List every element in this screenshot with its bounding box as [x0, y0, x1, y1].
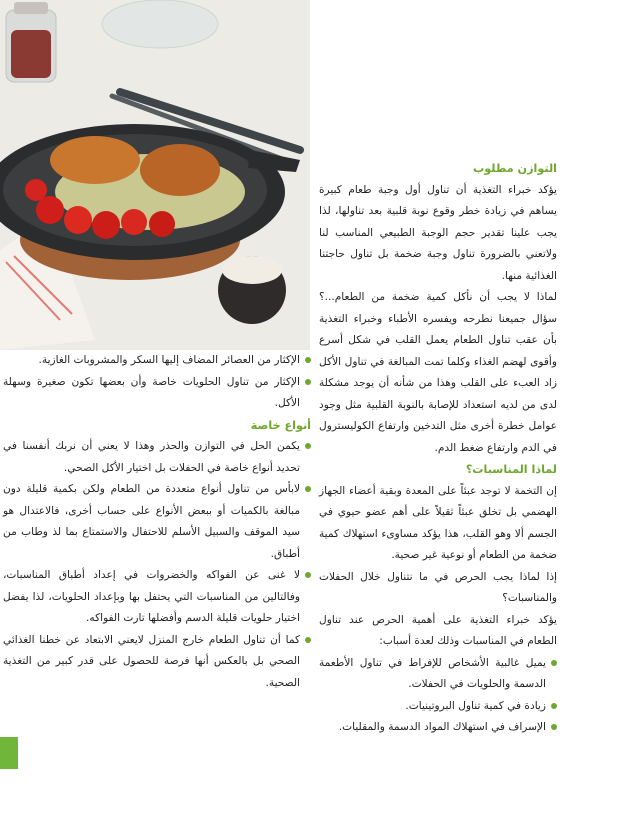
section-title-occasions: لماذا المناسبات؟: [465, 463, 557, 476]
section1-paragraph-1: يؤكد خبراء التغذية أن تناول أول وجبة طعام كبيرة يساهم في زيادة خطر وقوع نوبة قلبية بعد تناولها، لذا يجب علينا تقدير حجم الوجبة الطبيعي المناسب لنا ولاتعني بالضرورة تناول وجبة ضخمة بل تناول حاجتنا الغذائية منها.: [319, 183, 557, 282]
section-title-balance: التوازن مطلوب: [473, 162, 557, 175]
list-item: الإكثار من تناول الحلويات خاصة وأن بعضها تكون صغيرة وسهلة الأكل.: [3, 372, 311, 415]
right-column: [319, 158, 557, 739]
list-item: يميل غالبية الأشخاص للإفراط في تناول الأطعمة الدسمة والحلويات في الحفلات.: [319, 653, 557, 696]
page-edge-tab: [0, 737, 18, 769]
list-item: زيادة في كمية تناول البروتينيات.: [319, 696, 557, 718]
list-item: لا غنى عن الفواكه والخضروات في إعداد أطباق المناسبات، وفالتالين من المناسبات التي يحتفل بها وبإعداد الحلويات، لذا يفضل اختيار حلويات قليلة الدسم وأفضلها تارت الفواكه.: [3, 565, 311, 630]
left-column: [3, 350, 311, 694]
tips-list: [3, 436, 311, 694]
food-illustration: [0, 0, 310, 350]
reasons-list-continued: [3, 350, 311, 415]
list-item: لابأس من تناول أنواع متعددة من الطعام ولكن بكمية قليلة دون مبالغة بالكميات أو ببعض الأنواع على حساب أخرى، فالاعتدال هو سيد الموقف والسبيل الأسلم للاحتفال والاستمتاع بما لذ وطاب من أطباق.: [3, 479, 311, 565]
list-item: الإكثار من العصائر المضاف إليها السكر والمشروبات الغازية.: [3, 350, 311, 372]
section2-paragraph-3: يؤكد خبراء التغذية على أهمية الحرص عند تناول الطعام في المناسبات وذلك لعدة أسباب:: [319, 613, 557, 647]
section2-paragraph-1: إن التخمة لا توجد عبئاً على المعدة وبقية أعضاء الجهاز الهضمي بل تخلق عبئاً ثقيلاً على أهم عضو حيوي في الجسم ألا وهو القلب، هذا يؤكد مساوىء استهلاك كمية ضخمة من الطعام أو نوعية غير صحية.: [319, 484, 557, 561]
section2-paragraph-2: إذا لماذا يجب الحرص في ما نتناول خلال الحفلات والمناسبات؟: [319, 570, 557, 604]
list-item: الإسراف في استهلاك المواد الدسمة والمقليات.: [319, 717, 557, 739]
reasons-list: [319, 653, 557, 739]
food-photo: [0, 0, 310, 350]
section-title-special-types: أنواع خاصة: [250, 418, 311, 432]
section1-paragraph-2: لماذا لا يجب أن نأكل كمية ضخمة من الطعام...؟ سؤال جميعنا نطرحه ويفسره الأطباء وخبراء التغذية بأن عقب تناول الطعام يعمل القلب في شكل أسرع وأقوى لهضم الغذاء وكلما تمت المبالغة في تناول الأكل زاد العبء على القلب وهذا من شأنه أن يوجد مشكلة لدى من لديه استعداد للإصابة بالنوبة القلبية مثل وجود عوامل خطرة أخرى مثل التدخين وارتفاع الكوليسترول في الدم وارتفاع ضغط الدم.: [319, 291, 557, 454]
list-item: كما أن تناول الطعام خارج المنزل لايعني الابتعاد عن خطنا الغذائي الصحي بل بالعكس أنها فرصة للحصول على قدر كبير من التغذية الصحية.: [3, 630, 311, 695]
list-item: يكمن الحل في التوازن والحذر وهذا لا يعني أن نربك أنفسنا في تحديد أنواع خاصة في الحفلات بل اختيار الأكل الصحي.: [3, 436, 311, 479]
